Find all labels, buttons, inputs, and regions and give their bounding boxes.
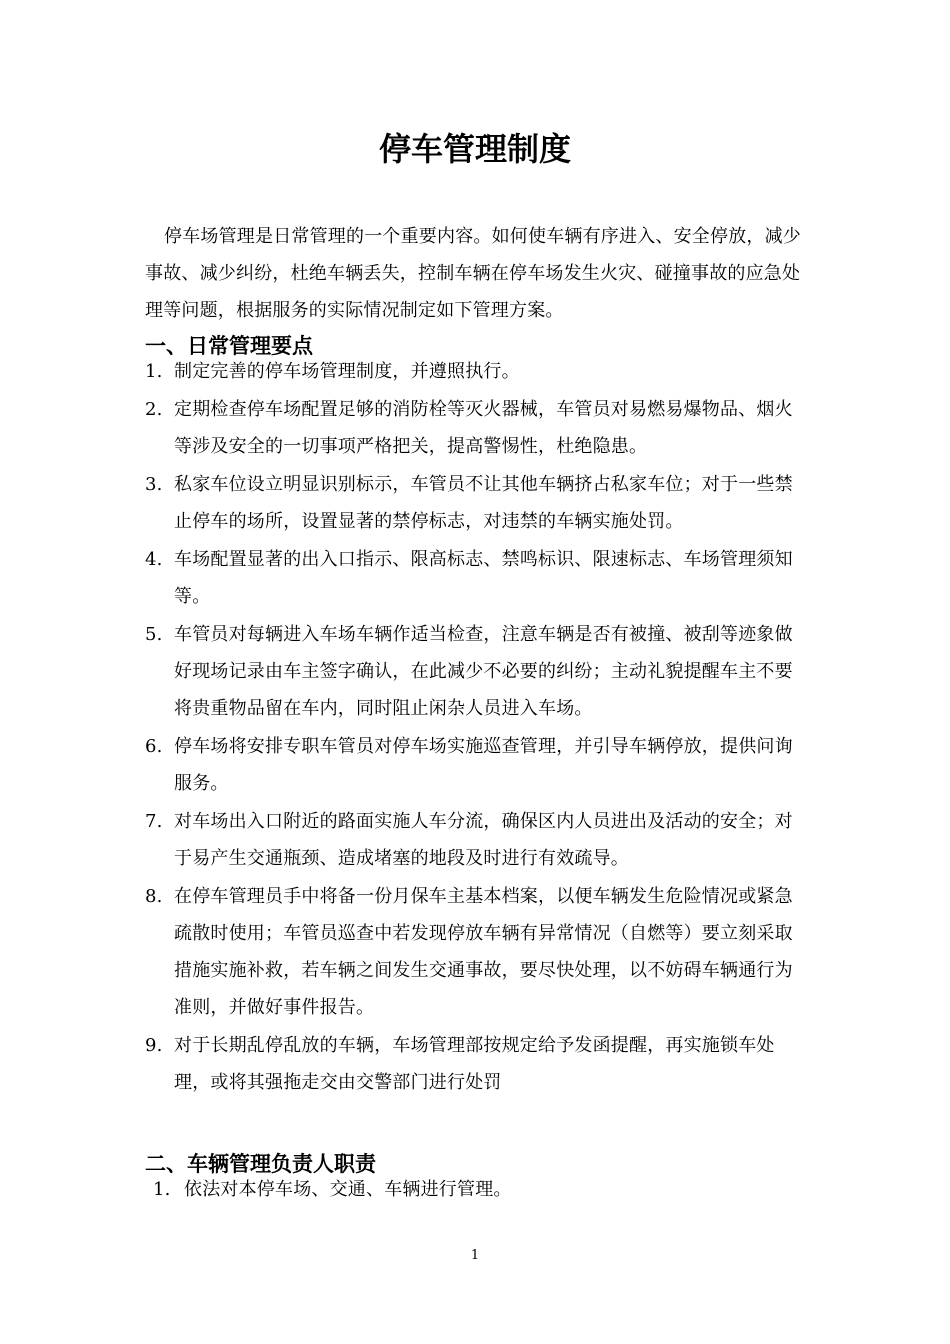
item-text: 依法对本停车场、交通、车辆进行管理。 [184,1179,512,1200]
item-number: 2. [145,399,163,420]
item-number: 9. [145,1035,163,1056]
item-text: 停车场将安排专职车管员对停车场实施巡查管理，并引导车辆停放，提供问询服务。 [174,736,793,794]
section2-list [145,1171,809,1209]
section1-list [145,353,809,1102]
list-item [145,1027,809,1101]
list-item [145,466,809,540]
item-text: 定期检查停车场配置足够的消防栓等灭火器械，车管员对易燃易爆物品、烟火等涉及安全的一切事项严格把关，提高警惕性，杜绝隐患。 [174,399,793,457]
item-text: 车场配置显著的出入口指示、限高标志、禁鸣标识、限速标志、车场管理须知等。 [174,549,793,607]
page-number: 1 [470,1248,480,1263]
list-item [145,1171,809,1208]
item-number: 3. [145,474,163,495]
document-title: 停车管理制度 [378,130,571,168]
item-text: 在停车管理员手中将备一份月保车主基本档案，以便车辆发生危险情况或紧急疏散时使用；车管员巡查中若发现停放车辆有异常情况（自燃等）要立刻采取措施实施补救，若车辆之间发生交通事故，要尽快处理，以不妨碍车辆通行为准则，并做好事件报告。 [174,886,793,1018]
list-item [145,728,809,802]
item-number: 1. [145,361,163,382]
item-number: 7. [145,811,163,832]
item-number: 1. [153,1179,171,1200]
item-text: 制定完善的停车场管理制度，并遵照执行。 [174,361,520,382]
item-text: 对于长期乱停乱放的车辆，车场管理部按规定给予发函提醒，再实施锁车处理，或将其强拖走交由交警部门进行处罚 [174,1035,775,1093]
intro-paragraph: 停车场管理是日常管理的一个重要内容。如何使车辆有序进入、安全停放，减少事故、减少纠纷，杜绝车辆丢失，控制车辆在停车场发生火灾、碰撞事故的应急处理等问题，根据服务的实际情况制定如下管理方案。 [145,226,801,321]
item-number: 5. [145,624,163,645]
item-text: 私家车位设立明显识别标示，车管员不让其他车辆挤占私家车位；对于一些禁止停车的场所，设置显著的禁停标志，对违禁的车辆实施处罚。 [174,474,793,532]
section2-heading: 二、车辆管理负责人职责 [145,1152,376,1176]
section1-heading: 一、日常管理要点 [145,334,313,358]
item-text: 车管员对每辆进入车场车辆作适当检查，注意车辆是否有被撞、被刮等迹象做好现场记录由车主签字确认，在此减少不必要的纠纷；主动礼貌提醒车主不要将贵重物品留在车内，同时阻止闲杂人员进入车场。 [174,624,793,719]
list-item [145,803,809,877]
list-item [145,616,809,727]
list-item [145,541,809,615]
item-number: 6. [145,736,163,757]
item-text: 对车场出入口附近的路面实施人车分流，确保区内人员进出及活动的安全；对于易产生交通瓶颈、造成堵塞的地段及时进行有效疏导。 [174,811,793,869]
list-item [145,878,809,1026]
list-item [145,391,809,465]
item-number: 4. [145,549,163,570]
item-number: 8. [145,886,163,907]
list-item [145,353,809,390]
